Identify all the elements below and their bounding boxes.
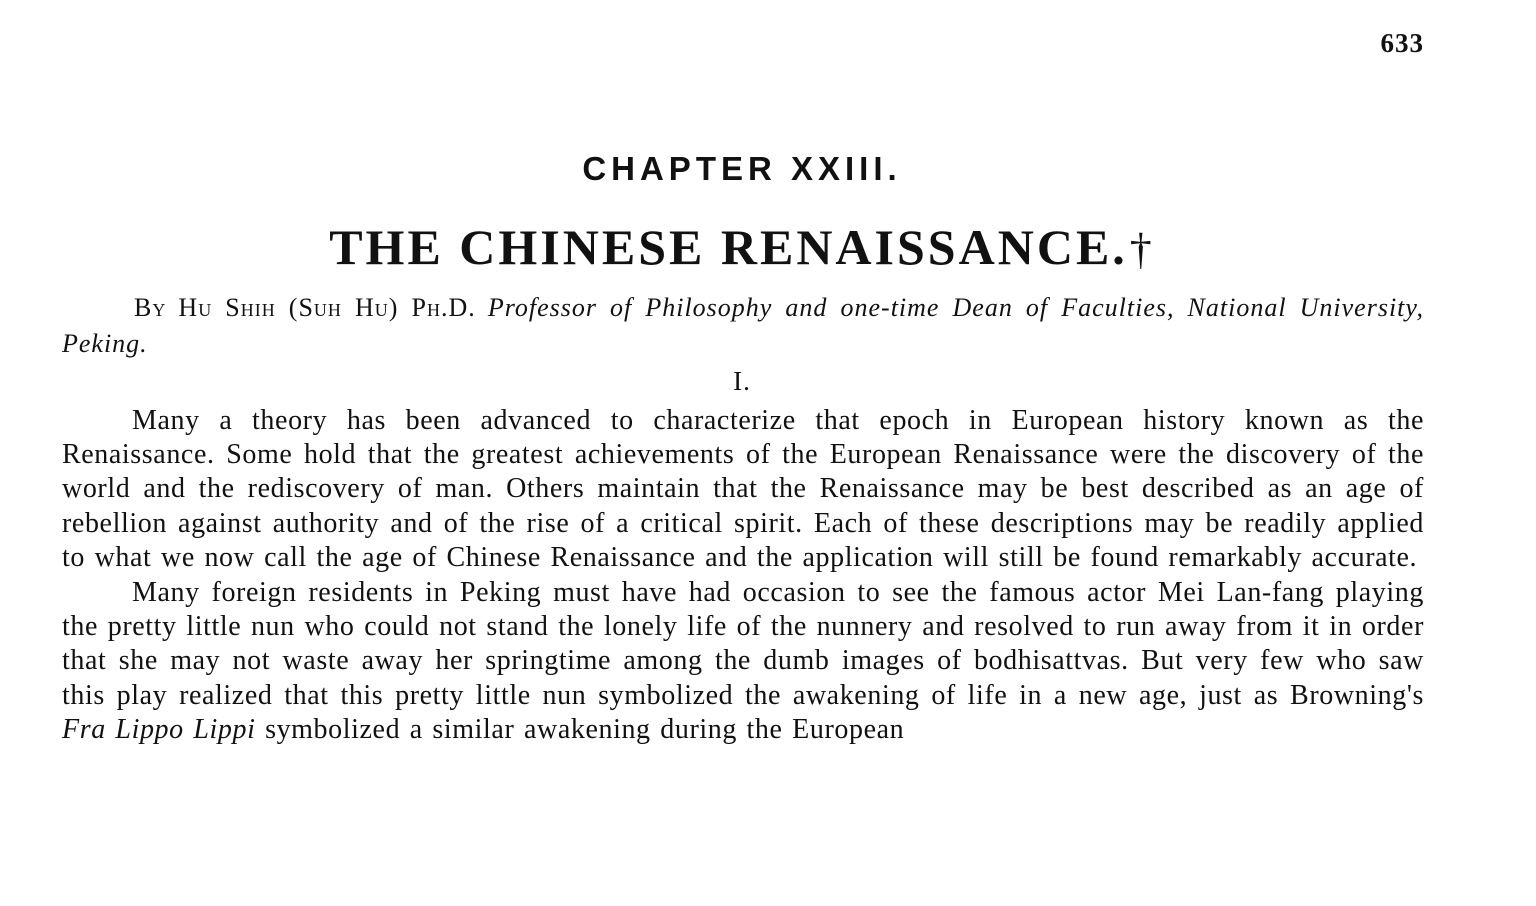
- footnote-dagger: †: [1129, 225, 1155, 274]
- page-number: 633: [1380, 28, 1424, 58]
- chapter-heading: CHAPTER XXIII.: [582, 150, 902, 187]
- italic-title: Fra Lippo Lippi: [62, 713, 256, 745]
- body-text: [62, 404, 1424, 747]
- byline-by: By: [134, 293, 167, 322]
- paragraph-text: Many foreign residents in Peking must have had occasion to see the famous actor Mei Lan-fang playing the pretty little nun who could not stand the lonely life of the nunnery and resolved to run away from it in order that she may not waste away her springtime among the dumb images of bodhisattvas. But very few who saw this play realized that this pretty little nun symbolized the awakening of life in a new age, just as Browning's: [62, 577, 1424, 711]
- author-name: Hu Shih (Suh Hu) Ph.D.: [178, 293, 476, 322]
- section-number: I.: [733, 366, 751, 396]
- paragraph-text: symbolized a similar awakening during the European: [255, 713, 905, 745]
- chapter-title-text: THE CHINESE RENAISSANCE.: [329, 219, 1128, 275]
- chapter-title: [0, 218, 1484, 276]
- author-byline: [62, 290, 1424, 362]
- author-affiliation: Professor of Philosophy and one-time Dean of Faculties, National University, Peking.: [62, 293, 1425, 358]
- paragraph: Many a theory has been advanced to characterize that epoch in European history known as the Renaissance. Some hold that the greatest achievements of the European Renaissance were the discovery of the world and the rediscovery of man. Others maintain that the Renaissance may be best described as an age of rebellion against authority and of the rise of a critical spirit. Each of these descriptions may be readily applied to what we now call the age of Chinese Renaissance and the application will still be found remarkably accurate.: [62, 405, 1424, 573]
- paragraph: [62, 576, 1424, 747]
